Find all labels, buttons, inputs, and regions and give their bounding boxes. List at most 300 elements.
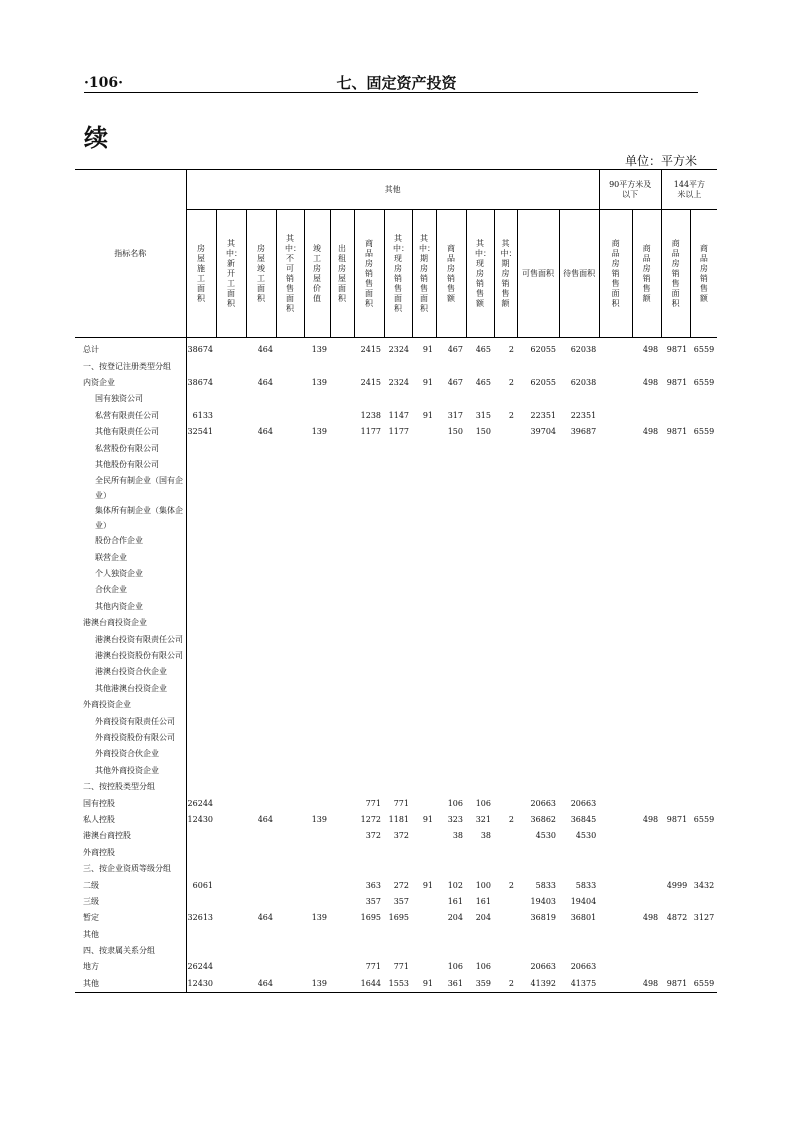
table-cell (330, 408, 354, 424)
table-cell: 6061 (192, 880, 213, 890)
table-cell: 464 (257, 913, 273, 923)
table-cell (661, 861, 690, 877)
row-label: 外商控股 (75, 845, 186, 861)
table-cell (330, 631, 354, 647)
table-cell (661, 763, 690, 779)
table-cell: 6559 (690, 976, 717, 993)
table-cell (494, 861, 517, 877)
table-cell (632, 503, 661, 533)
table-cell (599, 877, 632, 893)
table-cell (216, 582, 246, 598)
table-cell (246, 408, 276, 424)
table-cell (436, 746, 466, 762)
table-row (75, 795, 717, 811)
table-cell (186, 566, 216, 582)
table-cell (517, 358, 559, 374)
table-cell (304, 358, 330, 374)
table-row (75, 391, 717, 407)
table-cell (216, 648, 246, 664)
table-cell (276, 440, 304, 456)
table-cell (412, 664, 436, 680)
table-cell (246, 358, 276, 374)
table-cell (436, 391, 466, 407)
table-row (75, 424, 717, 440)
table-cell (599, 599, 632, 615)
table-cell (330, 845, 354, 861)
table-row (75, 763, 717, 779)
table-cell (436, 730, 466, 746)
table-cell (384, 697, 412, 713)
table-cell (354, 648, 384, 664)
table-cell (494, 828, 517, 844)
table-row (75, 959, 717, 975)
table-cell: 6559 (693, 345, 715, 355)
table-row (75, 943, 717, 959)
table-cell (599, 976, 632, 993)
row-label: 其他港澳台投资企业 (75, 681, 186, 697)
table-cell (661, 795, 690, 811)
table-cell: 321 (475, 814, 491, 824)
table-cell (304, 746, 330, 762)
table-cell (690, 713, 717, 729)
table-cell (559, 664, 599, 680)
table-row (75, 746, 717, 762)
statistics-table (75, 169, 717, 993)
table-cell (494, 697, 517, 713)
table-cell (276, 473, 304, 503)
table-cell (186, 582, 216, 598)
table-cell (599, 338, 632, 359)
table-cell (632, 877, 661, 893)
table-cell (304, 457, 330, 473)
table-cell (412, 828, 436, 844)
table-cell (384, 648, 412, 664)
table-cell (186, 550, 216, 566)
table-cell (599, 713, 632, 729)
table-cell (304, 648, 330, 664)
table-cell: 5833 (535, 880, 556, 890)
table-row (75, 779, 717, 795)
table-cell (559, 943, 599, 959)
table-cell (466, 440, 494, 456)
table-cell: 38674 (187, 345, 213, 355)
table-cell (384, 927, 412, 943)
table-cell (412, 927, 436, 943)
table-row (75, 697, 717, 713)
table-cell (384, 550, 412, 566)
table-cell (690, 927, 717, 943)
table-row (75, 877, 717, 893)
header-rule (84, 92, 698, 93)
table-cell: 100 (475, 880, 491, 890)
column-header: 竣工房屋价值 (304, 210, 330, 338)
table-cell: 91 (412, 976, 436, 993)
table-cell (276, 943, 304, 959)
table-cell: 357 (365, 896, 381, 906)
table-cell (304, 763, 330, 779)
table-cell (632, 533, 661, 549)
table-cell (216, 533, 246, 549)
row-label: 私营股份有限公司 (75, 440, 186, 456)
table-cell (276, 615, 304, 631)
table-cell (559, 440, 599, 456)
row-label: 其他内资企业 (75, 599, 186, 615)
table-cell: 139 (311, 377, 327, 387)
table-cell: 39687 (570, 427, 597, 437)
table-cell (436, 615, 466, 631)
table-cell (246, 473, 276, 503)
table-cell (384, 845, 412, 861)
table-cell (559, 779, 599, 795)
table-cell (216, 713, 246, 729)
table-cell (276, 730, 304, 746)
table-cell: 106 (475, 962, 491, 972)
table-cell (632, 582, 661, 598)
table-cell (412, 440, 436, 456)
table-cell (599, 763, 632, 779)
row-label: 集体所有制企业（集体企业） (75, 503, 186, 533)
page-number: ·106· (84, 75, 123, 91)
table-cell (216, 408, 246, 424)
column-header: 其中：现房销售额 (466, 210, 494, 338)
table-cell: 771 (365, 798, 381, 808)
table-cell (466, 533, 494, 549)
table-cell (246, 599, 276, 615)
table-cell (436, 358, 466, 374)
table-cell (661, 582, 690, 598)
table-cell (517, 533, 559, 549)
table-cell (661, 943, 690, 959)
table-cell (186, 779, 216, 795)
table-cell (246, 763, 276, 779)
table-cell (599, 681, 632, 697)
table-cell: 2415 (360, 345, 381, 355)
table-cell (690, 408, 717, 424)
table-cell (632, 713, 661, 729)
table-cell (436, 440, 466, 456)
table-cell: 20663 (570, 962, 597, 972)
table-cell (436, 713, 466, 729)
table-cell: 91 (422, 377, 433, 387)
table-cell (330, 697, 354, 713)
table-cell (599, 959, 632, 975)
table-cell (690, 779, 717, 795)
table-cell (494, 631, 517, 647)
table-cell (276, 503, 304, 533)
table-cell (559, 533, 599, 549)
table-cell (632, 730, 661, 746)
table-cell: 91 (422, 814, 433, 824)
table-cell (354, 566, 384, 582)
table-cell: 363 (365, 880, 381, 890)
table-cell (599, 408, 632, 424)
table-cell (412, 959, 436, 975)
table-cell (330, 615, 354, 631)
table-row (75, 550, 717, 566)
table-cell: 41375 (559, 976, 599, 993)
table-cell (412, 550, 436, 566)
table-cell (384, 763, 412, 779)
table-cell: 464 (246, 976, 276, 993)
table-cell (690, 599, 717, 615)
table-cell (304, 681, 330, 697)
table-cell: 6559 (693, 814, 715, 824)
table-cell (466, 861, 494, 877)
table-cell (216, 457, 246, 473)
table-cell (304, 582, 330, 598)
table-cell (216, 566, 246, 582)
table-cell (384, 681, 412, 697)
table-cell: 9871 (661, 976, 690, 993)
table-cell (559, 845, 599, 861)
table-cell (466, 599, 494, 615)
table-cell (330, 959, 354, 975)
table-cell (330, 795, 354, 811)
table-cell (661, 599, 690, 615)
table-cell (412, 697, 436, 713)
table-cell (354, 943, 384, 959)
table-row (75, 338, 717, 359)
table-cell (632, 763, 661, 779)
table-cell (436, 566, 466, 582)
row-label: 港澳台商投资企业 (75, 615, 186, 631)
table-row (75, 845, 717, 861)
table-cell (216, 828, 246, 844)
table-cell (276, 795, 304, 811)
table-cell: 91 (422, 410, 433, 420)
table-cell (330, 779, 354, 795)
table-cell (632, 550, 661, 566)
table-cell (354, 533, 384, 549)
table-cell (690, 861, 717, 877)
table-cell (412, 943, 436, 959)
table-cell (632, 599, 661, 615)
table-cell (599, 845, 632, 861)
table-cell (632, 746, 661, 762)
row-label: 其他 (75, 927, 186, 943)
table-cell: 161 (475, 896, 491, 906)
table-cell (186, 697, 216, 713)
column-header: 其中：现房销售面积 (384, 210, 412, 338)
table-cell: 6133 (192, 410, 213, 420)
table-cell (412, 746, 436, 762)
column-header: 其中：不可销售面积 (276, 210, 304, 338)
table-cell (494, 615, 517, 631)
table-cell: 20663 (570, 798, 597, 808)
column-header: 商品房销售面积 (354, 210, 384, 338)
table-cell (690, 746, 717, 762)
table-cell: 1272 (360, 814, 381, 824)
table-cell (354, 615, 384, 631)
row-label: 地方 (75, 959, 186, 975)
table-cell: 771 (365, 962, 381, 972)
table-cell (466, 927, 494, 943)
table-cell (384, 566, 412, 582)
table-cell: 2415 (360, 377, 381, 387)
table-cell (186, 503, 216, 533)
table-cell: 498 (642, 814, 659, 824)
table-cell (384, 861, 412, 877)
row-label: 外商投资企业 (75, 697, 186, 713)
table-cell (246, 440, 276, 456)
table-cell (632, 664, 661, 680)
table-cell (661, 713, 690, 729)
table-cell (354, 681, 384, 697)
table-cell (330, 812, 354, 828)
table-cell (466, 763, 494, 779)
table-cell (412, 795, 436, 811)
table-cell (599, 779, 632, 795)
table-cell: 9871 (666, 345, 688, 355)
table-cell: 4999 (666, 880, 688, 890)
row-label: 私人控股 (75, 812, 186, 828)
table-cell (494, 763, 517, 779)
table-cell (216, 730, 246, 746)
table-cell (690, 681, 717, 697)
table-cell (384, 440, 412, 456)
table-cell (494, 730, 517, 746)
table-cell (412, 582, 436, 598)
table-cell (246, 943, 276, 959)
table-cell (494, 927, 517, 943)
table-cell (690, 763, 717, 779)
table-cell (412, 648, 436, 664)
table-cell (304, 713, 330, 729)
table-row (75, 599, 717, 615)
table-cell: 5833 (575, 880, 597, 890)
table-cell (276, 648, 304, 664)
table-cell (466, 730, 494, 746)
table-cell (354, 473, 384, 503)
table-cell (246, 582, 276, 598)
table-cell (494, 664, 517, 680)
table-cell (632, 795, 661, 811)
table-cell (276, 779, 304, 795)
table-cell (330, 457, 354, 473)
table-cell: 464 (257, 377, 273, 387)
table-cell (354, 550, 384, 566)
table-cell (559, 391, 599, 407)
table-cell (330, 533, 354, 549)
table-cell (412, 681, 436, 697)
table-cell (632, 615, 661, 631)
table-cell (690, 391, 717, 407)
table-cell (494, 746, 517, 762)
table-cell: 106 (475, 798, 491, 808)
table-cell (632, 681, 661, 697)
table-cell (384, 730, 412, 746)
table-row (75, 976, 717, 993)
table-cell (186, 894, 216, 910)
row-label: 其他外商投资企业 (75, 763, 186, 779)
column-header: 其中：期房销售面积 (412, 210, 436, 338)
table-cell (384, 457, 412, 473)
table-cell (384, 779, 412, 795)
table-cell: 315 (475, 410, 491, 420)
table-cell: 91 (422, 880, 433, 890)
table-cell (517, 566, 559, 582)
table-cell (466, 566, 494, 582)
table-cell (246, 927, 276, 943)
table-cell (466, 713, 494, 729)
table-cell: 38 (452, 831, 463, 841)
table-cell (246, 697, 276, 713)
table-cell (246, 648, 276, 664)
table-cell (354, 713, 384, 729)
table-cell (276, 424, 304, 440)
table-cell (330, 375, 354, 391)
table-cell (599, 631, 632, 647)
unit-label: 单位：平方米 (624, 154, 697, 168)
table-cell (661, 746, 690, 762)
table-cell (690, 550, 717, 566)
row-label: 合伙企业 (75, 582, 186, 598)
table-cell (632, 861, 661, 877)
table-cell (276, 599, 304, 615)
table-cell: 372 (365, 831, 381, 841)
table-cell (517, 845, 559, 861)
table-cell (246, 894, 276, 910)
table-cell (661, 697, 690, 713)
table-cell: 9871 (666, 814, 688, 824)
table-cell (559, 566, 599, 582)
table-cell (690, 894, 717, 910)
table-cell (276, 631, 304, 647)
table-cell (690, 566, 717, 582)
table-cell (384, 473, 412, 503)
table-cell (494, 440, 517, 456)
table-row (75, 582, 717, 598)
table-cell (661, 503, 690, 533)
table-cell (216, 795, 246, 811)
column-header: 其中：期房销售额 (494, 210, 517, 338)
table-cell (517, 730, 559, 746)
table-cell: 498 (642, 913, 659, 923)
table-cell (384, 533, 412, 549)
table-cell (354, 631, 384, 647)
table-row (75, 648, 717, 664)
table-cell (216, 503, 246, 533)
table-cell (494, 795, 517, 811)
table-cell (186, 730, 216, 746)
table-cell (412, 599, 436, 615)
table-cell (216, 424, 246, 440)
table-cell: 6559 (693, 377, 715, 387)
table-cell (304, 599, 330, 615)
table-cell (599, 550, 632, 566)
table-cell (599, 566, 632, 582)
table-cell (304, 861, 330, 877)
table-cell (517, 457, 559, 473)
table-cell: 62038 (570, 377, 597, 387)
group-header-144: 144平方米以上 (661, 170, 717, 210)
table-cell (690, 845, 717, 861)
table-cell (494, 894, 517, 910)
table-cell (216, 959, 246, 975)
table-cell (246, 550, 276, 566)
table-cell (412, 763, 436, 779)
table-cell: 467 (447, 377, 463, 387)
column-header: 商品房销售额 (690, 210, 717, 338)
table-cell: 26244 (187, 962, 213, 972)
table-cell (494, 845, 517, 861)
column-header: 可售面积 (517, 210, 559, 338)
table-cell: 1553 (384, 976, 412, 993)
row-label: 二、按控股类型分组 (75, 779, 186, 795)
table-cell (276, 861, 304, 877)
table-cell (276, 927, 304, 943)
table-cell (186, 713, 216, 729)
